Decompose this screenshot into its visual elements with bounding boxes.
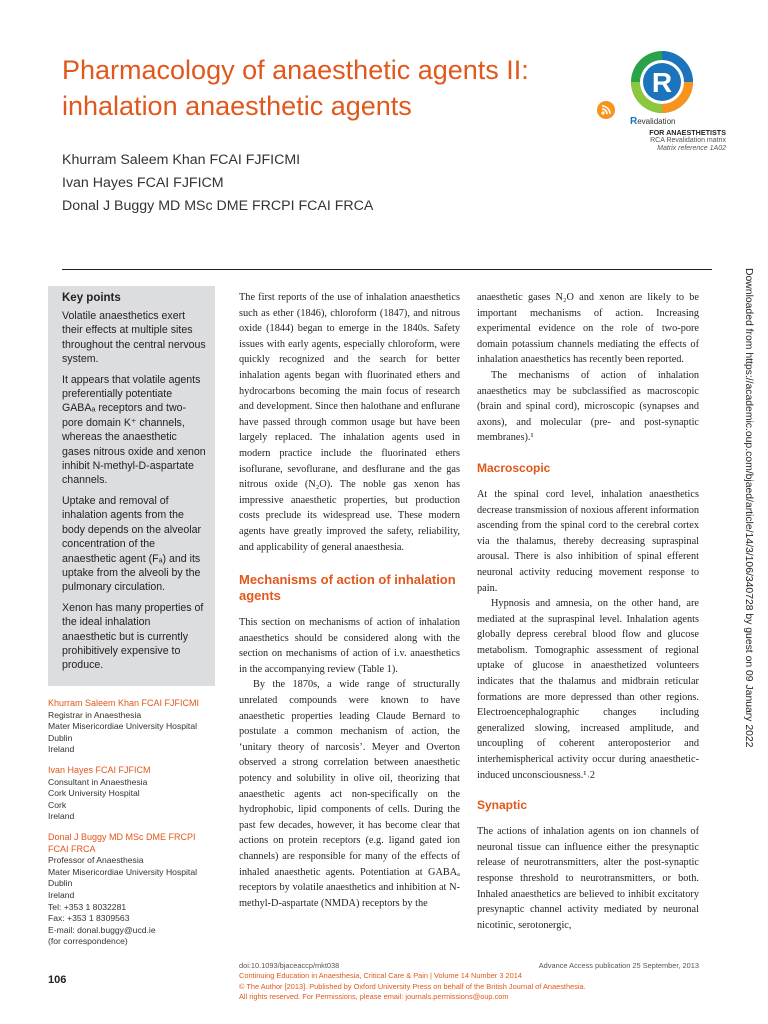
affiliation-block [48,765,218,823]
key-points-heading: Key points [62,292,121,304]
subsection-heading: Macroscopic [477,460,551,475]
key-point: It appears that volatile agents preferentially potentiate GABAₐ receptors and two-pore domain K⁺ channels, whereas the anaesthetic gases nitrous oxide and xenon inhibit N-methyl-D-aspartate channels. [62,373,206,487]
paragraph: The mechanisms of action of inhalation anaesthetics may be subclassified as macroscopic (brain and spinal cord), microscopic (synapses and axons), and molecular (pre- and post-synaptic membranes).¹ [477,369,699,444]
affiliation-line: Registrar in Anaesthesia [48,709,142,720]
affiliation-line: Ireland [48,744,75,755]
revalidation-matrix: RCA Revalidation matrix [650,137,726,144]
affiliations [48,698,218,957]
section-heading: Mechanisms of action of inhalation agents [239,572,456,604]
affiliation-line: Cork University Hospital [48,788,140,799]
article-title: Pharmacology of anaesthetic agents II: inhalation anaesthetic agents [62,55,529,121]
author-name: Donal J Buggy MD MSc DME FRCPI FCAI FRCA [62,198,374,214]
author-list [62,149,373,218]
affiliation-line: Ireland [48,811,75,822]
revalidation-for: FOR ANAESTHETISTS [649,128,726,137]
body-column-left [239,290,460,911]
header-divider [62,269,712,270]
paragraph: By the 1870s, a wide range of structurally unrelated compounds were known to have anaesthetic properties leading Claude Bernard to postulate a common mechanism of action, the ‘unitary theory of narcosis’. Meyer and Overton observed a strong correlation between anaesthetic potency and solubility in olive oil, theorizing that anaesthetic agents act non-specifically on the hydrophobic, lipid components of cells. During the past few decades, however, it has become clear that actions on protein receptors (e.g. ligand gated ion channels) are responsible for many of the effects of inhaled anaesthetic agents. Potentiation at GABAₐ receptors by volatile anaesthetics and inhibition at N-methyl-D-aspartate (NMDA) receptors by the [239,679,460,909]
page-number: 106 [48,974,67,986]
revalidation-name: Revalidation [630,116,676,127]
podcast-icon [596,100,616,120]
key-point: Volatile anaesthetics exert their effects at multiple sites throughout the central nervous system. [62,310,206,366]
affiliation-line: Mater Misericordiae University Hospital [48,721,198,732]
paragraph: The first reports of the use of inhalation anaesthetics such as ether (1846), chloroform (1847), and nitrous oxide (1844) began to emerge in the 1840s. Safety issues with early agents, especially chloroform, were quickly recognized and the search for better inhalation agents began with fluorinated ethers and hydrocarbons becoming the main focus of research and development. Since then halothane and enflurane have passed through common usage but have been largely replaced. The inhalation agents used in modern practice include the fluorinated ethers isoflurane, sevoflurane, and desflurane and the gas nitrous oxide (N₂O). The noble gas xenon has impressive anaesthetic properties, but production costs preclude its widespread use. These modern agents have greatly improved the safety, reliability, and applicability of general anaesthesia. [239,292,460,553]
affiliation-line: Tel: +353 1 8032281 [48,901,127,912]
affiliation-line: Consultant in Anaesthesia [48,776,148,787]
affiliation-line: Ireland [48,889,75,900]
affiliation-line: Mater Misericordiae University Hospital [48,866,198,877]
affiliation-line: Fax: +353 1 8309563 [48,913,130,924]
affiliation-line: Dublin [48,732,73,743]
revalidation-reference: Matrix reference 1A02 [657,145,726,152]
affiliation-name: Ivan Hayes FCAI FJFICM [48,764,151,775]
paragraph: The actions of inhalation agents on ion channels of neuronal tissue can influence either the presynaptic release of neurotransmitters, alter the post-synaptic response threshold to neurotransmitters, or both. Inhaled anaesthetics are believed to inhibit excitatory presynaptic channel activity mediated by neuronal nicotinic, serotonergic, [477,826,699,931]
key-point: Uptake and removal of inhalation agents from the body depends on the alveolar concentration of the anaesthetic agent (Fₐ) and its uptake from the alveoli by the pulmonary circulation. [62,494,202,594]
page-footer [239,961,699,1003]
affiliation-line: (for correspondence) [48,936,128,947]
affiliation-line: Professor of Anaesthesia [48,855,144,866]
email-link[interactable]: E-mail: donal.buggy@ucd.ie [48,924,156,935]
key-point: Xenon has many properties of the ideal inhalation anaesthetic but is currently prohibitively expensive to produce. [62,601,204,672]
paragraph: Hypnosis and amnesia, on the other hand, are mediated at the supraspinal level. Inhalation agents globally depress cerebral blood flow and glucose metabolism. Tomographic assessment of regional uptake of glucose in anaesthetized volunteers indicates that the thalamus and midbrain reticular formations are more depressed than other regions. Electroencephalographic changes including generalized slowing, increased amplitude, and uncoupling of coherent anteroposterior and interhemispherical activity occur during anaesthetic-induced unconsciousness.¹˒2 [477,598,699,781]
journal-line: Continuing Education in Anaesthesia, Critical Care & Pain | Volume 14 Number 3 2014 [239,971,522,981]
author-name: Ivan Hayes FCAI FJFICM [62,175,224,191]
revalidation-logo-icon [630,50,694,114]
affiliation-block [48,698,218,756]
affiliation-block [48,832,218,948]
download-note [738,268,754,1008]
affiliation-line: Dublin [48,878,73,889]
key-points-box [48,286,215,686]
logo-letter: R [651,67,673,98]
copyright-line: © The Author [2013]. Published by Oxford University Press on behalf of the British Journal of Anaesthesia. [239,981,586,991]
affiliation-line: Cork [48,799,67,810]
paragraph: At the spinal cord level, inhalation anaesthetics decrease transmission of noxious afferent information ascending from the spinal cord to the cerebral cortex via the thalamus, thereby decreasing supraspinal arousal. There is also inhibition of spinal efferent neuronal activity reducing movement response to pain. [477,488,699,594]
advance-access: Advance Access publication 25 September, 2013 [538,961,699,970]
affiliation-name: Donal J Buggy MD MSc DME FRCPI FCAI FRCA [48,831,196,854]
affiliation-name: Khurram Saleem Khan FCAI FJFICMI [48,698,200,708]
rights-line: All rights reserved. For Permissions, please email: journals.permissions@oup.com [239,992,509,1002]
paragraph: anaesthetic gases N₂O and xenon are likely to be important mechanisms of action. Increasing experimental evidence on the role of two-pore domain potassium channels mediating the effects of inhalation anaesthetics has recently been reported. [477,292,699,366]
author-name: Khurram Saleem Khan FCAI FJFICMI [62,152,301,168]
revalidation-badge [596,50,726,162]
paragraph: This section on mechanisms of action of inhalation anaesthetics should be considered along with the section on mechanisms of action of i.v. anaesthetics in the accompanying review (Table 1). [239,617,460,675]
subsection-heading: Synaptic [477,798,528,813]
doi-link[interactable]: doi:10.1093/bjaceaccp/mkt038 [239,961,340,970]
download-text: Downloaded from https://academic.oup.com/bjaed/article/14/3/106/340728 by guest on 09 January 2022 [743,268,754,748]
body-column-right [477,290,699,933]
